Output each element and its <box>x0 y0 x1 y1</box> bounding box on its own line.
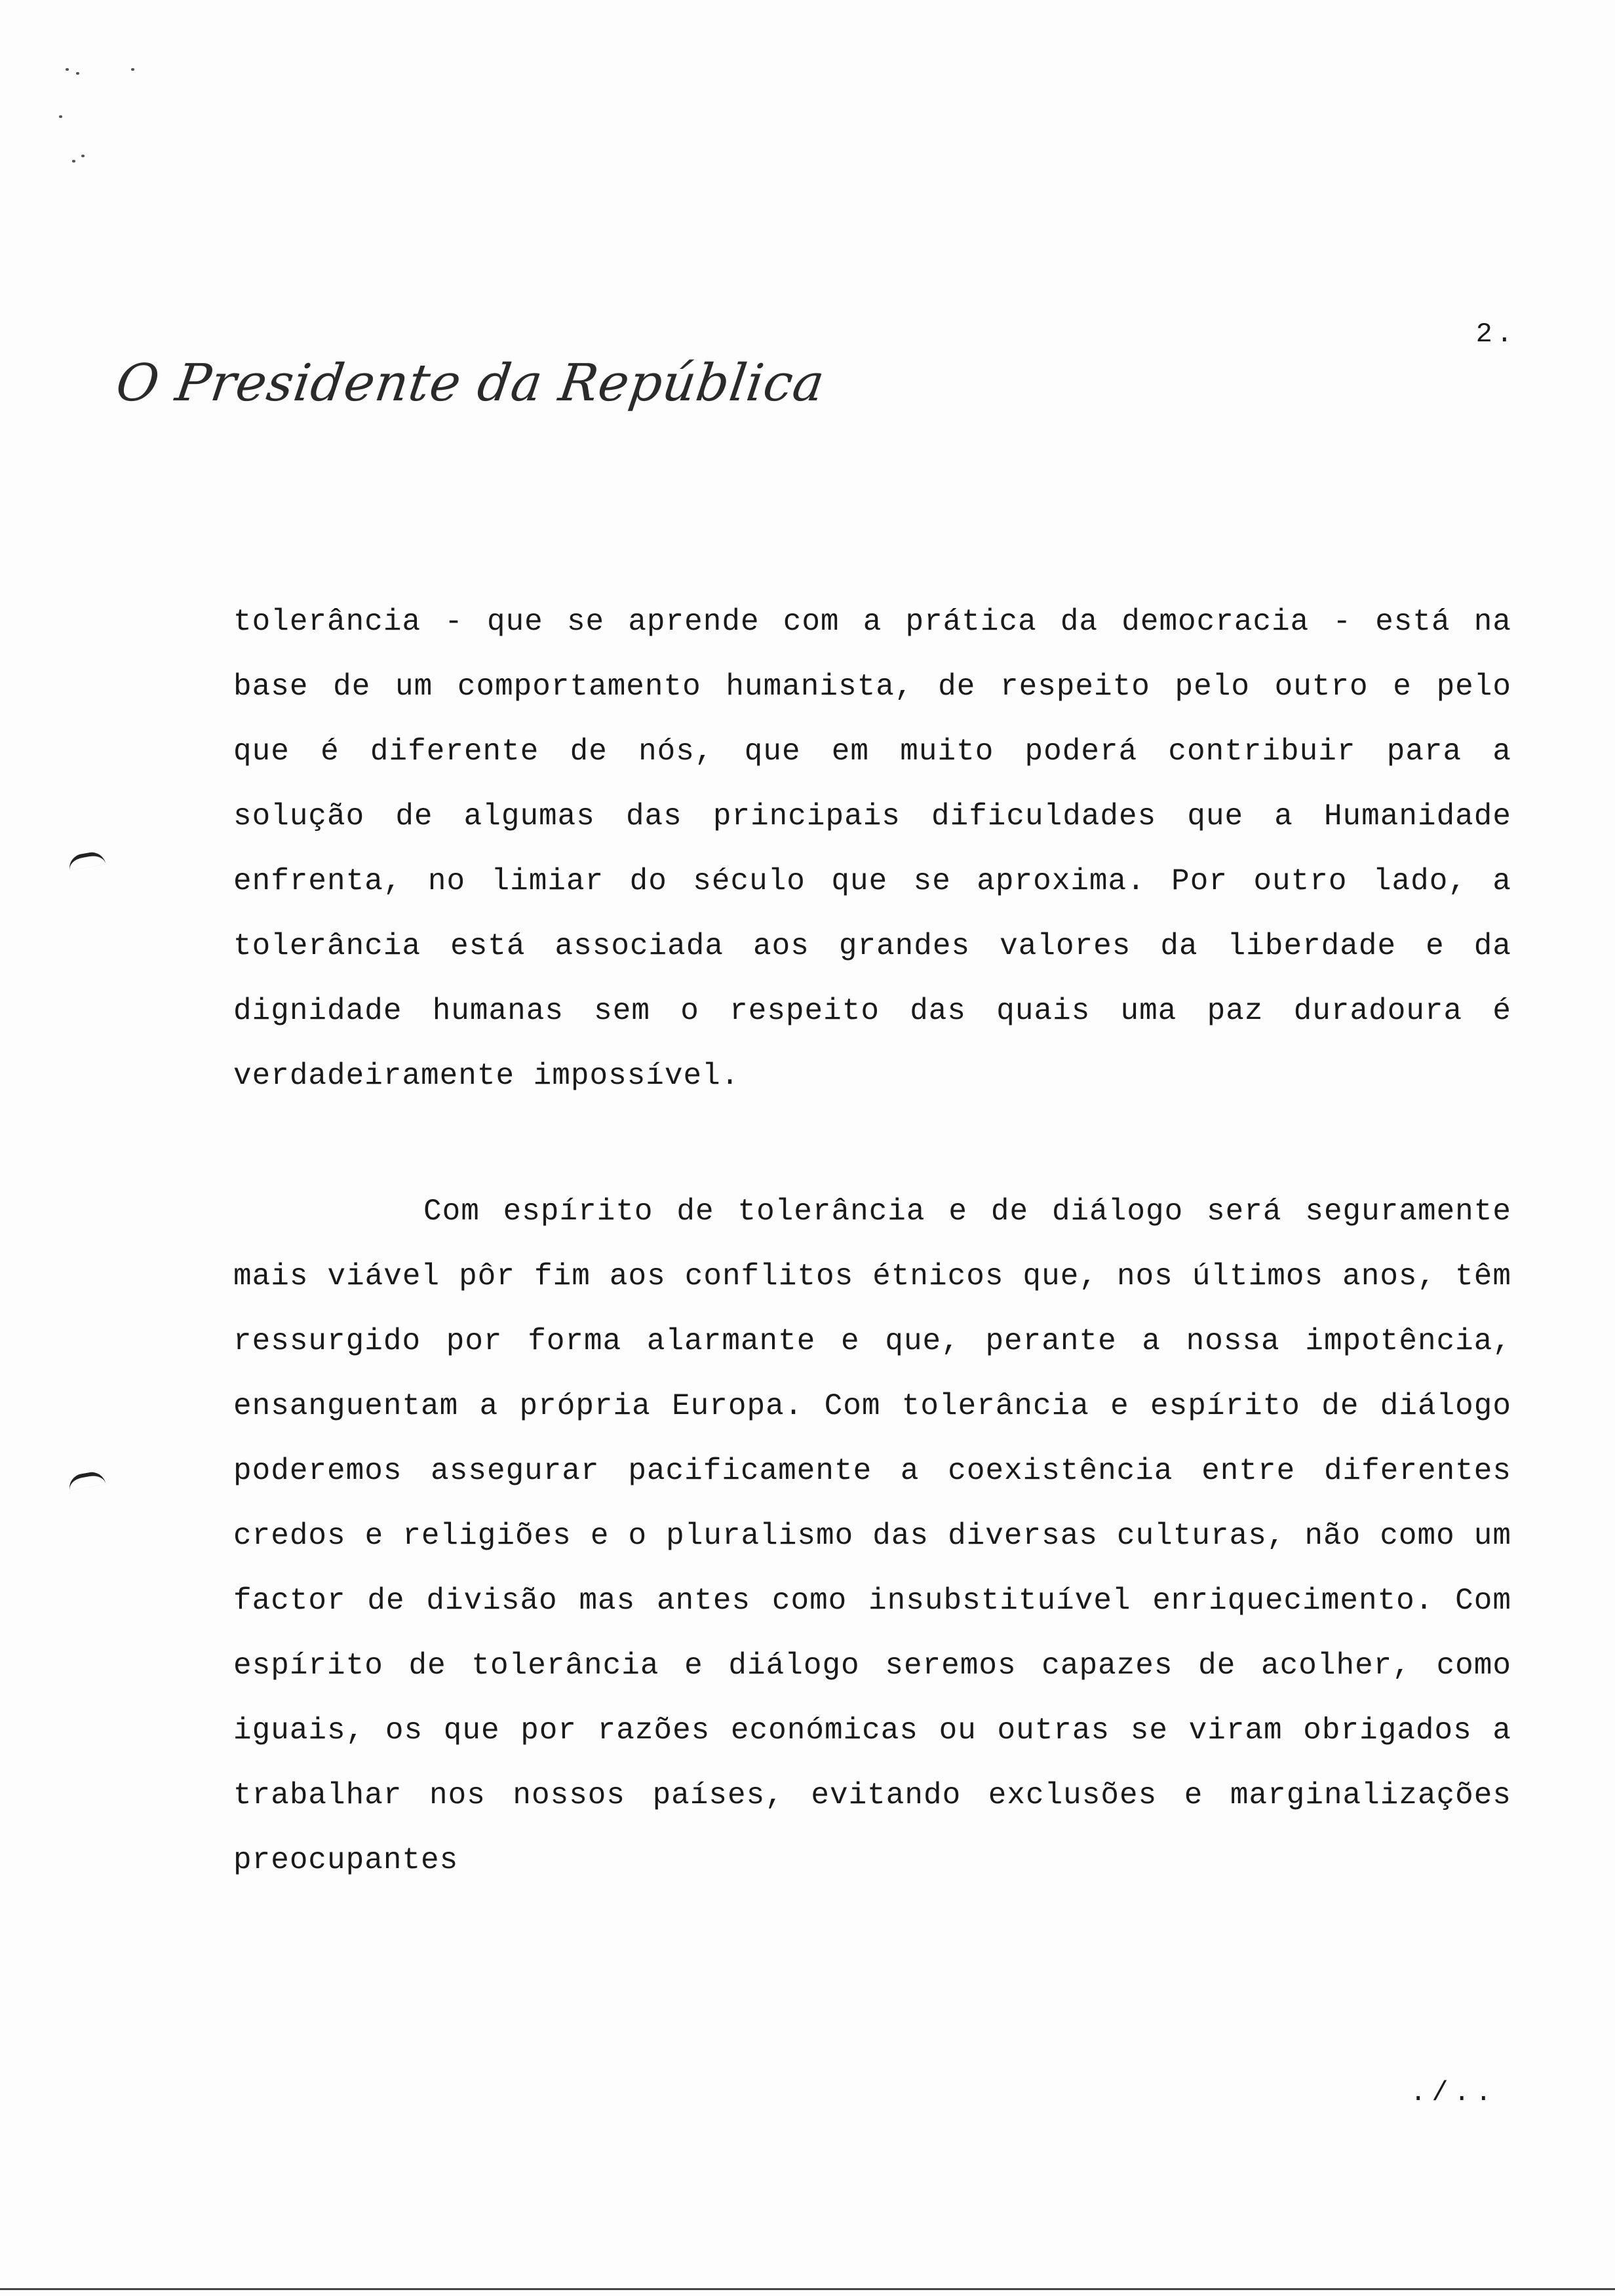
page-number: 2. <box>1475 318 1517 350</box>
scan-speck <box>72 160 75 163</box>
paragraph-1: tolerância - que se aprende com a prática da democracia - está na base de um comportamento humanista, de respeito pelo outro e pelo que é diferente de nós, que em muito poderá contribuir para a solução de algumas das principais dificuldades que a Humanidade enfrenta, no limiar do século que se aproxima. Por outro lado, a tolerância está associada aos grandes valores da liberdade e da dignidade humanas sem o respeito das quais uma paz duradoura é verdadeiramente impossível. <box>233 605 1511 1093</box>
scan-speck <box>59 115 62 118</box>
scan-margin-mark <box>68 850 106 870</box>
paragraph-2-text: Com espírito de tolerância e de diálogo será seguramente mais viável pôr fim aos conflitos étnicos que, nos últimos anos, têm ressurgido por forma alarmante e que, perante a nossa impotência, ensanguentam a própria Europa. Com tolerância e espírito de diálogo poderemos assegurar pacificamente a coexistência entre diferentes credos e religiões e o pluralismo das diversas culturas, não como um factor de divisão mas antes como insubstituível enriquecimento. Com espírito de tolerância e diálogo seremos capazes de acolher, como iguais, os que por razões económicas ou outras se viram obrigados a trabalhar nos nossos países, evitando exclusões e marginalizações preocupantes <box>233 1195 1511 1877</box>
continuation-mark: ./.. <box>1410 2077 1497 2109</box>
scan-speck <box>81 155 85 157</box>
scan-speck <box>76 72 79 75</box>
letterhead-title: O Presidente da República <box>112 354 828 413</box>
paragraph-2 <box>233 1179 1511 1893</box>
scan-speck <box>131 68 134 71</box>
scan-speck <box>66 68 69 71</box>
scan-margin-mark <box>68 1470 106 1490</box>
scan-bottom-edge <box>0 2288 1615 2290</box>
